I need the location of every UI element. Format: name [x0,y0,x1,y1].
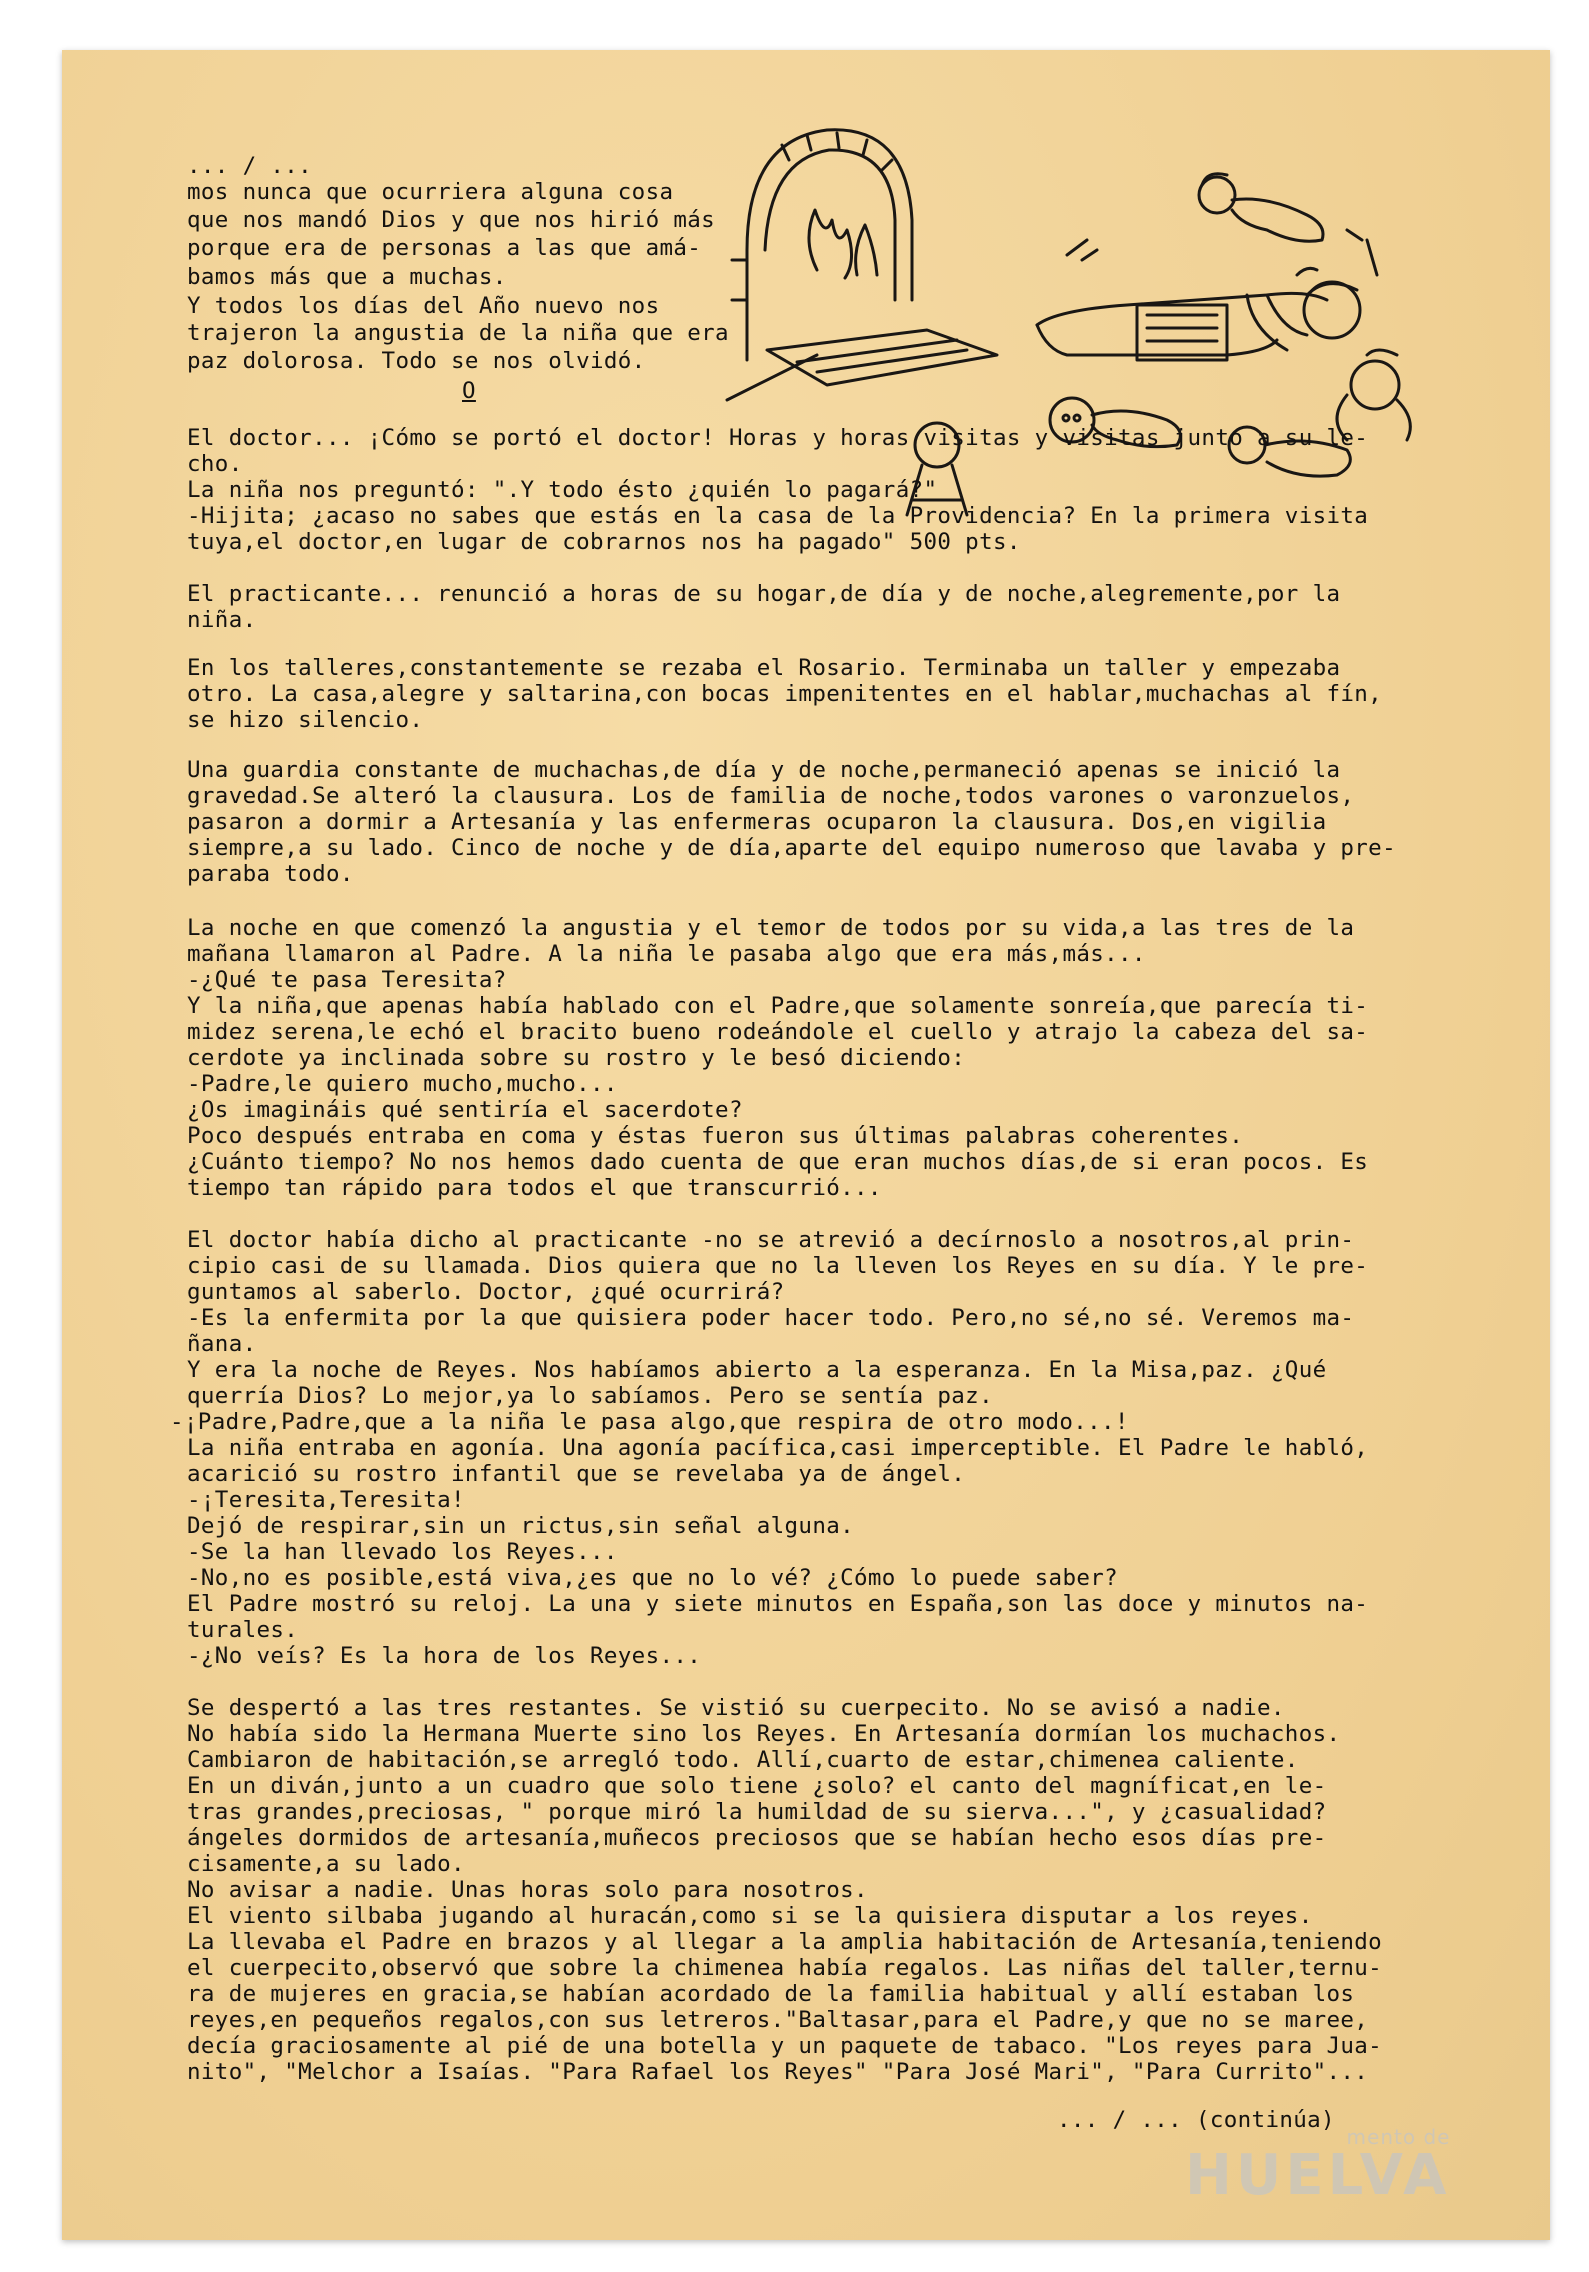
text-line: ángeles dormidos de artesanía,muñecos preciosos que se habían hecho esos días pre- [187,1825,1327,1851]
text-line: ñana. [187,1331,257,1357]
text-line: La noche en que comenzó la angustia y el temor de todos por su vida,a las tres de la [187,915,1355,941]
text-line: -¿Qué te pasa Teresita? [187,967,507,993]
text-line: cho. [187,451,243,477]
text-line: Y era la noche de Reyes. Nos habíamos abierto a la esperanza. En la Misa,paz. ¿Qué [187,1357,1327,1383]
text-line: gravedad.Se alteró la clausura. Los de familia de noche,todos varones o varonzuelos, [187,783,1355,809]
text-line: ra de mujeres en gracia,se habían acordado de la familia habitual y allí estaban los [187,1981,1355,2007]
text-line: Cambiaron de habitación,se arregló todo. Allí,cuarto de estar,chimenea caliente. [187,1747,1299,1773]
text-line: En los talleres,constantemente se rezaba el Rosario. Terminaba un taller y empezaba [187,655,1341,681]
text-line: decía graciosamente al pié de una botella y un paquete de tabaco. "Los reyes para Jua- [187,2033,1383,2059]
text-line: Dejó de respirar,sin un rictus,sin señal alguna. [187,1513,855,1539]
text-line: La llevaba el Padre en brazos y al llegar a la amplia habitación de Artesanía,teniendo [187,1929,1383,1955]
text-line: que nos mandó Dios y que nos hirió más [187,207,716,233]
text-line: paz dolorosa. Todo se nos olvidó. [187,348,646,374]
text-line: La niña entraba en agonía. Una agonía pacífica,casi imperceptible. El Padre le habló, [187,1435,1369,1461]
text-line: -¡Padre,Padre,que a la niña le pasa algo,que respira de otro modo...! [170,1409,1129,1435]
text-line: No había sido la Hermana Muerte sino los Reyes. En Artesanía dormían los muchachos. [187,1721,1341,1747]
text-line: guntamos al saberlo. Doctor, ¿qué ocurrirá? [187,1279,785,1305]
text-line: -Es la enfermita por la que quisiera poder hacer todo. Pero,no sé,no sé. Veremos ma- [187,1305,1355,1331]
text-line: cisamente,a su lado. [187,1851,465,1877]
archive-watermark [1185,2125,1450,2208]
text-line: No avisar a nadie. Unas horas solo para nosotros. [187,1877,868,1903]
text-line: turales. [187,1617,299,1643]
text-line: otro. La casa,alegre y saltarina,con bocas impenitentes en el hablar,muchachas al fín, [187,681,1383,707]
text-line: -No,no es posible,está viva,¿es que no lo vé? ¿Cómo lo puede saber? [187,1565,1119,1591]
text-line: -¡Teresita,Teresita! [187,1487,465,1513]
section-separator: O [462,378,476,404]
text-line: El practicante... renunció a horas de su hogar,de día y de noche,alegremente,por la [187,581,1341,607]
text-line: mos nunca que ocurriera alguna cosa [187,179,674,205]
text-line: paraba todo. [187,861,354,887]
text-line: tras grandes,preciosas, " porque miró la humildad de su sierva...", y ¿casualidad? [187,1799,1327,1825]
text-line: El viento silbaba jugando al huracán,como si se la quisiera disputar a los reyes. [187,1903,1313,1929]
text-line: se hizo silencio. [187,707,424,733]
text-line: midez serena,le echó el bracito bueno rodeándole el cuello y atrajo la cabeza del sa- [187,1019,1369,1045]
nativity-sketch-illustration [707,100,1447,540]
text-line-ellipsis: ... / ... [187,153,313,179]
text-line: El doctor había dicho al practicante -no se atrevió a decírnoslo a nosotros,al prin- [187,1227,1355,1253]
text-line: En un diván,junto a un cuadro que solo tiene ¿solo? el canto del magníficat,en le- [187,1773,1327,1799]
text-line: ¿Cuánto tiempo? No nos hemos dado cuenta de que eran muchos días,de si eran pocos. Es [187,1149,1369,1175]
text-line: porque era de personas a las que amá- [187,235,702,261]
document-page [62,50,1550,2240]
text-line: Se despertó a las tres restantes. Se vistió su cuerpecito. No se avisó a nadie. [187,1695,1285,1721]
text-line: acarició su rostro infantil que se revelaba ya de ángel. [187,1461,966,1487]
watermark-main-text: HUELVA [1185,2143,1451,2208]
text-line: Y todos los días del Año nuevo nos [187,293,660,319]
text-line: trajeron la angustia de la niña que era [187,320,729,346]
text-line: siempre,a su lado. Cinco de noche y de día,aparte del equipo numeroso que lavaba y pre- [187,835,1396,861]
text-line: el cuerpecito,observó que sobre la chimenea había regalos. Las niñas del taller,ternu- [187,1955,1383,1981]
text-line: tiempo tan rápido para todos el que transcurrió... [187,1175,882,1201]
text-line: nito", "Melchor a Isaías. "Para Rafael los Reyes" "Para José Mari", "Para Currito"... [187,2059,1369,2085]
text-line: bamos más que a muchas. [187,264,507,290]
text-line: Una guardia constante de muchachas,de día y de noche,permaneció apenas se inició la [187,757,1341,783]
watermark-top-text: mento de [1346,2125,1451,2149]
continuation-note: ... / ... (continúa) [1057,2107,1335,2133]
text-line: reyes,en pequeños regalos,con sus letreros."Baltasar,para el Padre,y que no se maree, [187,2007,1369,2033]
text-line: -Hijita; ¿acaso no sabes que estás en la casa de la Providencia? En la primera visita [187,503,1369,529]
text-line: querría Dios? Lo mejor,ya lo sabíamos. Pero se sentía paz. [187,1383,993,1409]
text-line: mañana llamaron al Padre. A la niña le pasaba algo que era más,más... [187,941,1146,967]
text-line: pasaron a dormir a Artesanía y las enfermeras ocuparon la clausura. Dos,en vigilia [187,809,1327,835]
text-line: El Padre mostró su reloj. La una y siete minutos en España,son las doce y minutos na- [187,1591,1369,1617]
text-line: -Se la han llevado los Reyes... [187,1539,618,1565]
text-line: -¿No veís? Es la hora de los Reyes... [187,1643,702,1669]
text-line: ¿Os imagináis qué sentiría el sacerdote? [187,1097,743,1123]
text-line: niña. [187,607,257,633]
text-line: cipio casi de su llamada. Dios quiera que no la lleven los Reyes en su día. Y le pre- [187,1253,1369,1279]
text-line: tuya,el doctor,en lugar de cobrarnos nos ha pagado" 500 pts. [187,529,1021,555]
text-line: cerdote ya inclinada sobre su rostro y le besó diciendo: [187,1045,966,1071]
text-line: Poco después entraba en coma y éstas fueron sus últimas palabras coherentes. [187,1123,1244,1149]
text-line: -Padre,le quiero mucho,mucho... [187,1071,618,1097]
text-line: La niña nos preguntó: ".Y todo ésto ¿quién lo pagará?" [187,477,938,503]
text-line: El doctor... ¡Cómo se portó el doctor! Horas y horas visitas y visitas junto a su le- [187,425,1369,451]
text-line: Y la niña,que apenas había hablado con el Padre,que solamente sonreía,que parecía ti- [187,993,1369,1019]
